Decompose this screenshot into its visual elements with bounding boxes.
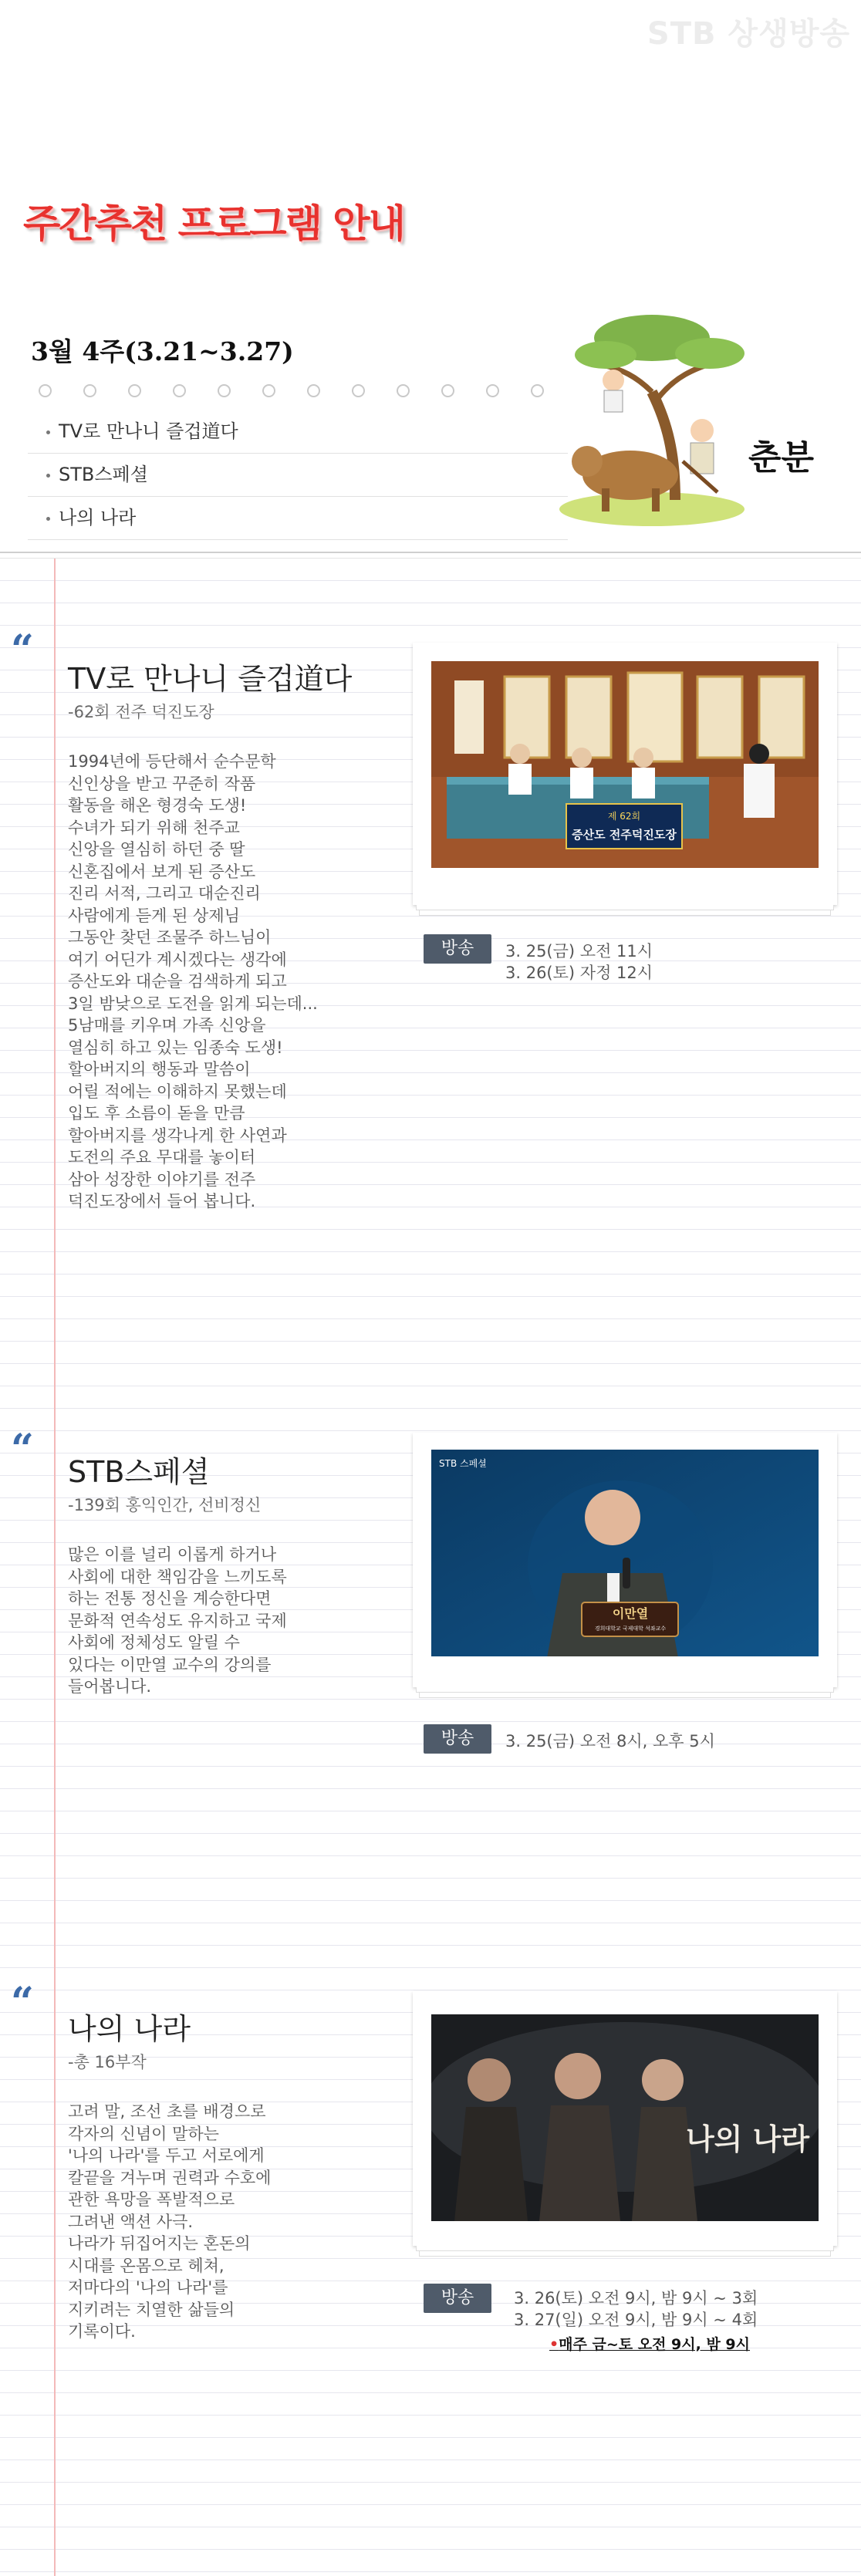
image-title: 나의 나라 <box>685 2122 810 2156</box>
quote-icon: “ <box>11 626 34 674</box>
program-section-2 <box>68 1454 407 1698</box>
broadcast-badge: 방송 <box>424 1724 491 1754</box>
program-description: 고려 말, 조선 초를 배경으로 각자의 신념이 말하는 '나의 나라'를 두고 서로에게 칼끝을 겨누며 권력과 수호에 관한 욕망을 폭발적으로 그려낸 액션 사극. 나라가 뒤집어지는 혼돈의 시대를 온몸으로 헤쳐, 저마다의 '나의 나라'를 지키려는 치열한 삶들의 기록이다. <box>68 2102 272 2341</box>
frame-stack <box>419 2251 831 2257</box>
program-menu <box>28 410 568 540</box>
program-section-3 <box>68 2011 407 2343</box>
program-subtitle: -총 16부작 <box>68 2053 147 2071</box>
quote-icon: “ <box>11 1979 34 2026</box>
frame-stack <box>416 905 834 910</box>
menu-item-special[interactable] <box>28 454 568 497</box>
program-description: 1994년에 등단해서 순수문학 신인상을 받고 꾸준히 작품 활동을 해온 형경숙 도생! 수녀가 되기 위해 천주교 신앙을 열심히 하던 중 딸 신혼집에서 보게 된 증산도 진리 서적, 그리고 대순진리 사람에게 듣게 된 상제님 그동안 찾던 조물주 하느님이 여기 어딘가 계시겠다는 생각에 증산도와 대순을 검색하게 되고 3일 밤낮으로 도전을 읽게 되는데... 5남매를 키우며 가족 신앙을 열심히 하고 있는 임종숙 도생! 할아버지의 행동과 말씀이 어릴 적에는 이해하지 못했는데 입도 후 소름이 돋을 만큼 할아버지를 생각나게 한 사연과 도전의 주요 무대를 놓이터 삼아 성장한 이야기를 전주 덕진도장에서 들어 봅니다. <box>68 752 318 1210</box>
ring-icon <box>173 384 186 397</box>
image-speaker-name: 이만열 <box>612 1606 649 1621</box>
broadcast-times: 3. 25(금) 오전 8시, 오후 5시 <box>505 1732 715 1751</box>
margin-line <box>54 559 56 2576</box>
ring-icon <box>39 384 52 397</box>
image-logo: STB 스페셜 <box>439 1458 487 1469</box>
frame-stack <box>419 910 831 916</box>
menu-item-label: TV로 만나니 즐겁道다 <box>59 420 238 442</box>
header-divider <box>0 552 861 559</box>
menu-item-label: STB스페셜 <box>59 464 148 485</box>
broadcast-badge: 방송 <box>424 934 491 964</box>
program-image-frame <box>413 643 837 905</box>
broadcast-badge: 방송 <box>424 2284 491 2313</box>
menu-item-label: 나의 나라 <box>59 507 137 528</box>
program-title: 나의 나라 <box>68 2012 191 2046</box>
image-caption-episode: 제 62회 <box>607 811 641 822</box>
menu-item-tv[interactable] <box>28 410 568 454</box>
quote-icon: “ <box>11 1426 34 1473</box>
program-image-frame <box>413 1433 837 1687</box>
week-title: 3월 4주(3.21~3.27) <box>31 336 294 366</box>
page-title: 주간추천 프로그램 안내 <box>23 201 404 246</box>
image-caption-title: 증산도 전주덕진도장 <box>572 828 677 842</box>
program-title: STB스페셜 <box>68 1455 210 1489</box>
frame-stack <box>416 2246 834 2251</box>
ring-icon <box>83 384 96 397</box>
broadcast-times: 3. 26(토) 오전 9시, 밤 9시 ~ 3회 3. 27(일) 오전 9시, 밤 9시 ~ 4회 <box>514 2289 758 2329</box>
ring-binder-row <box>39 384 563 397</box>
illustration-text: 춘분 <box>748 438 814 478</box>
program-image[interactable] <box>431 661 819 868</box>
menu-item-my-country[interactable] <box>28 497 568 540</box>
image-speaker-title: 경희대학교 국제대학 석좌교수 <box>594 1626 667 1632</box>
program-image-frame <box>413 1991 837 2246</box>
frame-stack <box>419 1693 831 1698</box>
broadcast-times: 3. 25(금) 오전 11시 3. 26(토) 자정 12시 <box>505 942 653 982</box>
ring-icon <box>531 384 544 397</box>
program-subtitle: -62회 전주 덕진도장 <box>68 703 214 721</box>
program-title: TV로 만나니 즐겁道다 <box>68 662 353 696</box>
frame-stack <box>416 1687 834 1693</box>
ring-icon <box>441 384 454 397</box>
ring-icon <box>128 384 141 397</box>
brand-logo: STB 상생방송 <box>647 16 850 52</box>
program-subtitle: -139회 홍익인간, 선비정신 <box>68 1496 262 1514</box>
ring-icon <box>352 384 365 397</box>
program-description: 많은 이를 널리 이롭게 하거나 사회에 대한 책임감을 느끼도록 하는 전통 정신을 계승한다면 문화적 연속성도 유지하고 국제 사회에 정체성도 알릴 수 있다는 이만열 교수의 강의를 들어봅니다. <box>68 1545 287 1696</box>
broadcast-note: •매주 금~토 오전 9시, 밤 9시 <box>549 2336 750 2353</box>
ring-icon <box>486 384 499 397</box>
program-image[interactable] <box>431 1450 819 1656</box>
ring-icon <box>307 384 320 397</box>
ring-icon <box>262 384 275 397</box>
program-image[interactable] <box>431 2014 819 2221</box>
program-section-1 <box>68 661 407 1213</box>
ring-icon <box>397 384 410 397</box>
spring-equinox-illustration <box>559 307 814 538</box>
ring-icon <box>218 384 231 397</box>
bullet-icon: • <box>549 2336 559 2353</box>
